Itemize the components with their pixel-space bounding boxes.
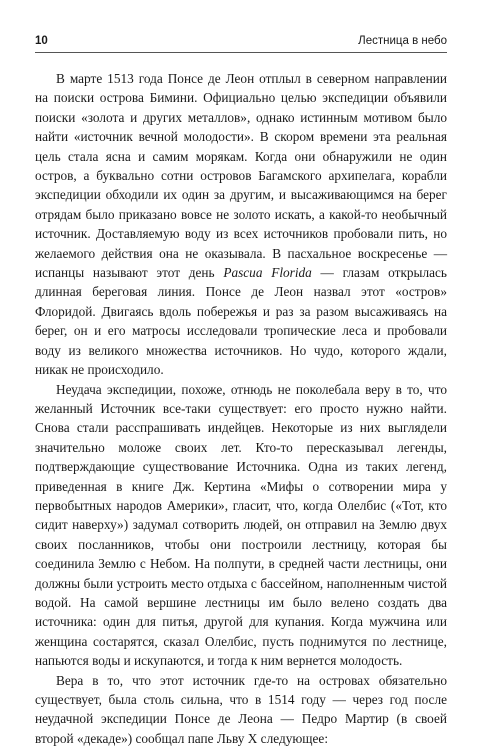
running-title: Лестница в небо (358, 35, 447, 47)
running-header (35, 34, 447, 53)
page-number: 10 (35, 35, 48, 47)
paragraph-1 (35, 69, 447, 380)
paragraph-1-italic-term: Pascua Florida (223, 265, 312, 281)
paragraph-3: Вера в то, что этот источник где-то на островах обязательно существует, была столь сильна, что в 1514 году — через год после неудачной экспедиции Понсе де Леона — Педро Мартир (в своей второй «декаде») сообщал папе Льву X следующее: (35, 672, 447, 746)
paragraph-2: Неудача экспедиции, похоже, отнюдь не поколебала веру в то, что желанный Источник все-таки существует: его просто нужно найти. Снова стали расспрашивать индейцев. Некоторые из них выглядели значительно моложе своих лет. Кто-то пересказывал легенды, подтверждающие существование Источника. Одна из таких легенд, приведенная в книге Дж. Кертина «Мифы о сотворении мира у первобытных народов Америки», гласит, что, когда Олелбис («Тот, кто сидит наверху») задумал сотворить людей, он отправил на Землю двух своих посланников, чтобы они построили лестницу, которая бы соединила Землю с Небом. На полпути, в средней части лестницы, они должны были устроить место отдыха с бассейном, наполненным чистой водой. На самой вершине лестницы им было велено создать два источника: один для питья, другой для купания. Когда мужчина или женщина состарятся, сказал Олелбис, пусть поднимутся по лестнице, напьются воды и искупаются, и тогда к ним вернется молодость. (35, 381, 447, 669)
paragraph-1-text-end: — глазам открылась длинная береговая линия. Понсе де Леон назвал этот «остров» Флоридой. Двигаясь вдоль побережья и раз за разом высаживаясь на берег, он и его матросы исследовали тропические леса и пробовали воду из великого множества источников. Но чудо, которого ждали, никак не происходило. (35, 265, 447, 378)
body-text (35, 69, 447, 748)
paragraph-1-text-start: В марте 1513 года Понсе де Леон отплыл в северном направлении на поиски острова Бимини. Официально целью экспедиции объявили поиски «золота и других металлов», однако истинным мотивом было найти «источник вечной молодости». В скором времени эта реальная цель стала ясна и самим морякам. Когда они обнаружили не один остров, а буквально сотни островов Багамского архипелага, корабли экспедиции обходили их один за другим, и высаживающимся на берег отрядам было приказано вовсе не золото искать, а какой-то необычный источник. Доставляемую воду из всех источников пробовали пить, но желаемого действия она не оказывала. В пасхальное воскресенье — испанцы называют этот день (35, 71, 447, 281)
book-page (35, 34, 447, 748)
